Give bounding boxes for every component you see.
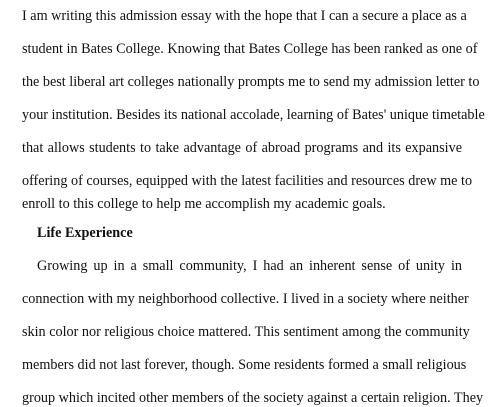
paragraph-1-line-2: student in Bates College. Knowing that Bates College has been ranked as one of [22, 41, 478, 57]
paragraph-2-line-5: group which incited other members of the society against a certain religion. They [22, 390, 484, 406]
paragraph-2-line-4: members did not last forever, though. Some residents formed a small religious [22, 357, 467, 373]
paragraph-1-line-4: your institution. Besides its national accolade, learning of Bates' unique timetable [22, 107, 485, 123]
paragraph-1-line-6: offering of courses, equipped with the latest facilities and resources drew me to [22, 173, 473, 189]
paragraph-2-line-1: Growing up in a small community, I had an inherent sense of unity in [37, 258, 462, 274]
paragraph-2-line-3: skin color nor religious choice mattered. This sentiment among the community [22, 324, 470, 340]
paragraph-1-line-1: I am writing this admission essay with the hope that I can a secure a place as a [22, 8, 467, 24]
paragraph-1-line-5: that allows students to take advantage of abroad programs and its expansive [22, 140, 462, 156]
paragraph-2-line-2: connection with my neighborhood collective. I lived in a society where neither [22, 291, 469, 307]
paragraph-1-line-7: enroll to this college to help me accomplish my academic goals. [22, 196, 386, 212]
paragraph-1-line-3: the best liberal art colleges nationally prompts me to send my admission letter to [22, 74, 480, 90]
section-heading: Life Experience [37, 225, 133, 241]
